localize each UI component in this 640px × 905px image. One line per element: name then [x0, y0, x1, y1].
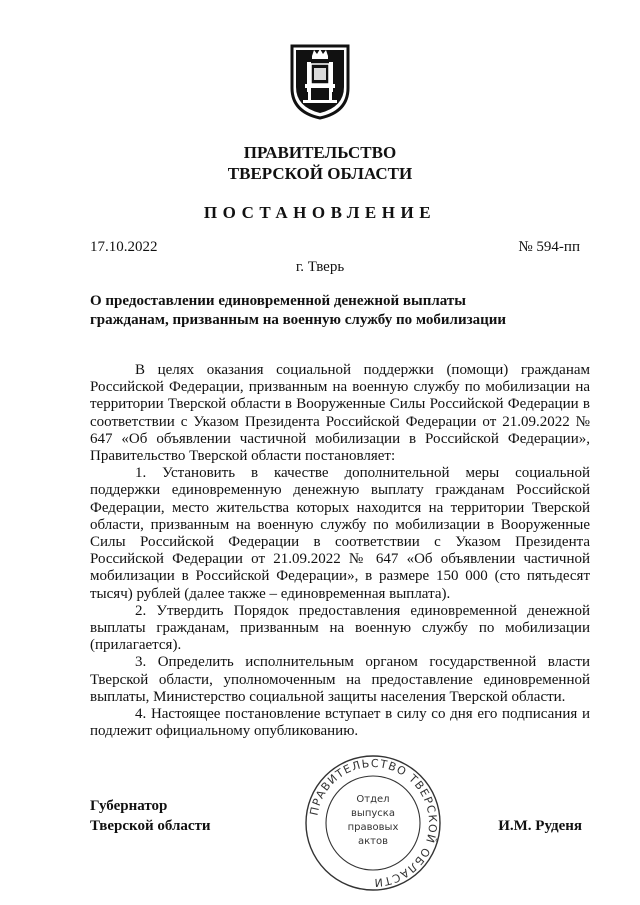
official-stamp: [302, 752, 444, 894]
document-number: № 594-пп: [518, 239, 580, 255]
stamp-line3: правовых: [347, 822, 399, 833]
signatory-name: И.М. Руденя: [498, 818, 582, 834]
document-city: г. Тверь: [295, 259, 345, 275]
signatory-position: [90, 796, 211, 836]
stamp-line4: актов: [357, 836, 389, 847]
position-line1: Губернатор: [90, 798, 168, 814]
document-type-title: ПОСТАНОВЛЕНИЕ: [203, 203, 437, 222]
item-3-paragraph: 3. Определить исполнительным органом государственной власти Тверской области, уполномоченным на предоставление единовременной выплаты, Министерство социальной защиты населения Тверской области.: [90, 654, 590, 705]
preamble-paragraph: В целях оказания социальной поддержки (помощи) гражданам Российской Федерации, призванным на военную службу по мобилизации на территории Тверской области в Вооруженные Силы Российской Федерации в соответствии с Указом Президента Российской Федерации от 21.09.2022 № 647 «Об объявлении частичной мобилизации в Российской Федерации», Правительство Тверской области постановляет:: [90, 362, 590, 465]
government-title-line1: ПРАВИТЕЛЬСТВО: [243, 143, 397, 162]
stamp-line2: выпуска: [351, 808, 395, 819]
government-title-line2: ТВЕРСКОЙ ОБЛАСТИ: [227, 164, 413, 183]
item-2-paragraph: 2. Утвердить Порядок предоставления единовременной денежной выплаты гражданам, призванным на военную службу по мобилизации (прилагается).: [90, 602, 590, 654]
position-line2: Тверской области: [90, 818, 211, 834]
stamp-ring-text: ПРАВИТЕЛЬСТВО ТВЕРСКОЙ ОБЛАСТИ: [307, 756, 440, 890]
document-date: 17.10.2022: [90, 239, 158, 255]
subject-line1: О предоставлении единовременной денежной выплаты: [90, 293, 466, 309]
item-1-paragraph: 1. Установить в качестве дополнительной меры социальной поддержки единовременную денежную выплату гражданам Российской Федерации, место жительства которых находится на территории Тверской области, призванным на военную службу по мобилизации в Вооруженные Силы Российской Федерации в соответствии с Указом Президента Российской Федерации от 21.09.2022 № 647 «Об объявлении частичной мобилизации в Российской Федерации», в размере 150 000 (сто пятьдесят тысяч) рублей (далее также – единовременная выплата).: [90, 465, 590, 602]
tver-coat-of-arms-icon: [288, 42, 352, 120]
document-body: [90, 362, 590, 740]
subject-line2: гражданам, призванным на военную службу по мобилизации: [90, 312, 507, 328]
document-subject: [90, 292, 560, 330]
item-4-paragraph: 4. Настоящее постановление вступает в силу со дня его подписания и подлежит официальному опубликованию.: [90, 706, 590, 740]
stamp-line1: Отдел: [356, 794, 390, 805]
